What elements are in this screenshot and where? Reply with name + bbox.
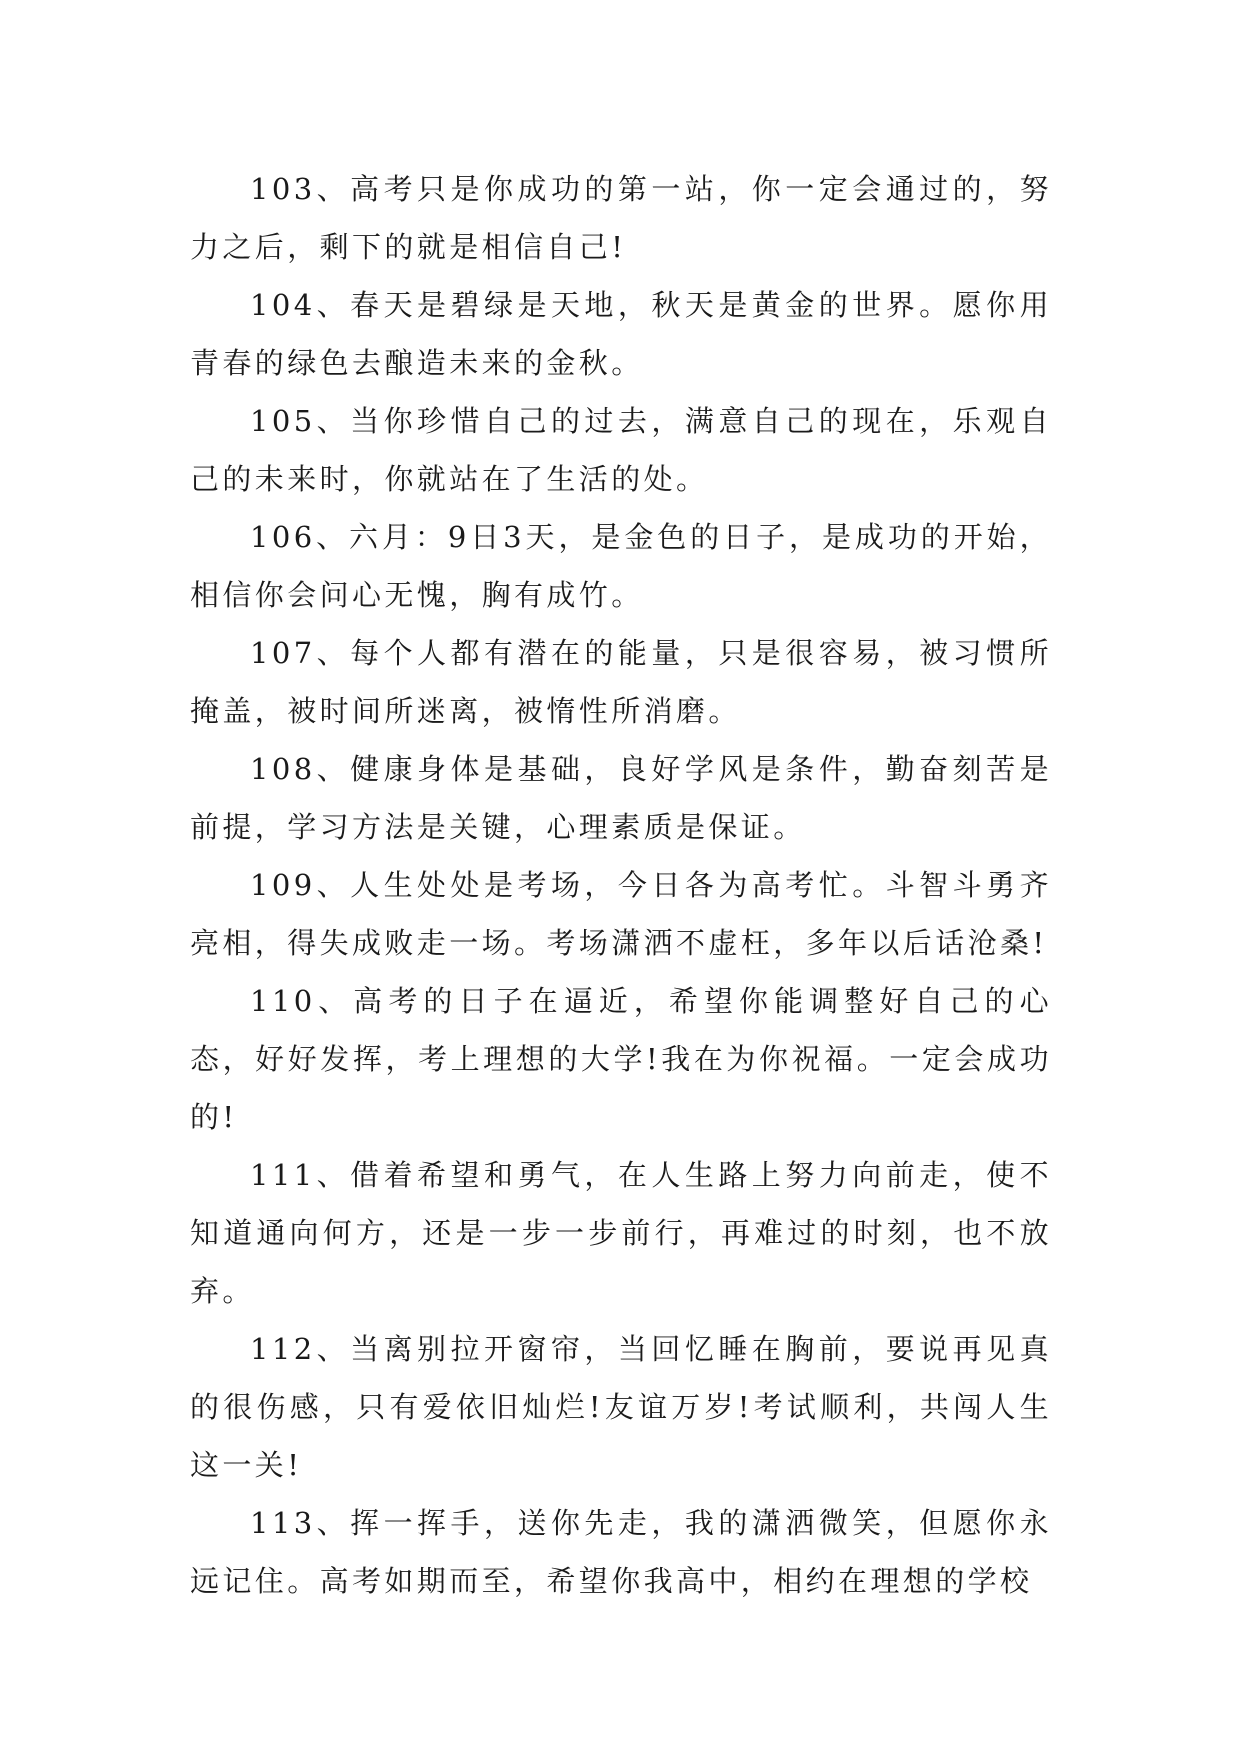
- paragraph-110: 110、高考的日子在逼近，希望你能调整好自己的心态，好好发挥，考上理想的大学!我在为你祝福。一定会成功的!: [190, 984, 1052, 1134]
- paragraph-106: 106、六月：9日3天，是金色的日子，是成功的开始，相信你会问心无愧，胸有成竹。: [190, 520, 1052, 612]
- paragraph-109: 109、人生处处是考场，今日各为高考忙。斗智斗勇齐亮相，得失成败走一场。考场潇洒不虚枉，多年以后话沧桑!: [190, 868, 1052, 960]
- document-body: [190, 160, 1052, 1610]
- paragraph-113: 113、挥一挥手，送你先走，我的潇洒微笑，但愿你永远记住。高考如期而至，希望你我高中，相约在理想的学校: [190, 1506, 1052, 1598]
- paragraph-108: 108、健康身体是基础，良好学风是条件，勤奋刻苦是前提，学习方法是关键，心理素质是保证。: [190, 752, 1052, 844]
- paragraph-111: 111、借着希望和勇气，在人生路上努力向前走，使不知道通向何方，还是一步一步前行，再难过的时刻，也不放弃。: [190, 1158, 1052, 1308]
- paragraph-104: 104、春天是碧绿是天地，秋天是黄金的世界。愿你用青春的绿色去酿造未来的金秋。: [190, 288, 1052, 380]
- paragraph-112: 112、当离别拉开窗帘，当回忆睡在胸前，要说再见真的很伤感，只有爱依旧灿烂!友谊万岁!考试顺利，共闯人生这一关!: [190, 1332, 1052, 1482]
- paragraph-103: 103、高考只是你成功的第一站，你一定会通过的，努力之后，剩下的就是相信自己!: [190, 172, 1052, 264]
- paragraph-107: 107、每个人都有潜在的能量，只是很容易，被习惯所掩盖，被时间所迷离，被惰性所消磨。: [190, 636, 1052, 728]
- paragraph-105: 105、当你珍惜自己的过去，满意自己的现在，乐观自己的未来时，你就站在了生活的处。: [190, 404, 1052, 496]
